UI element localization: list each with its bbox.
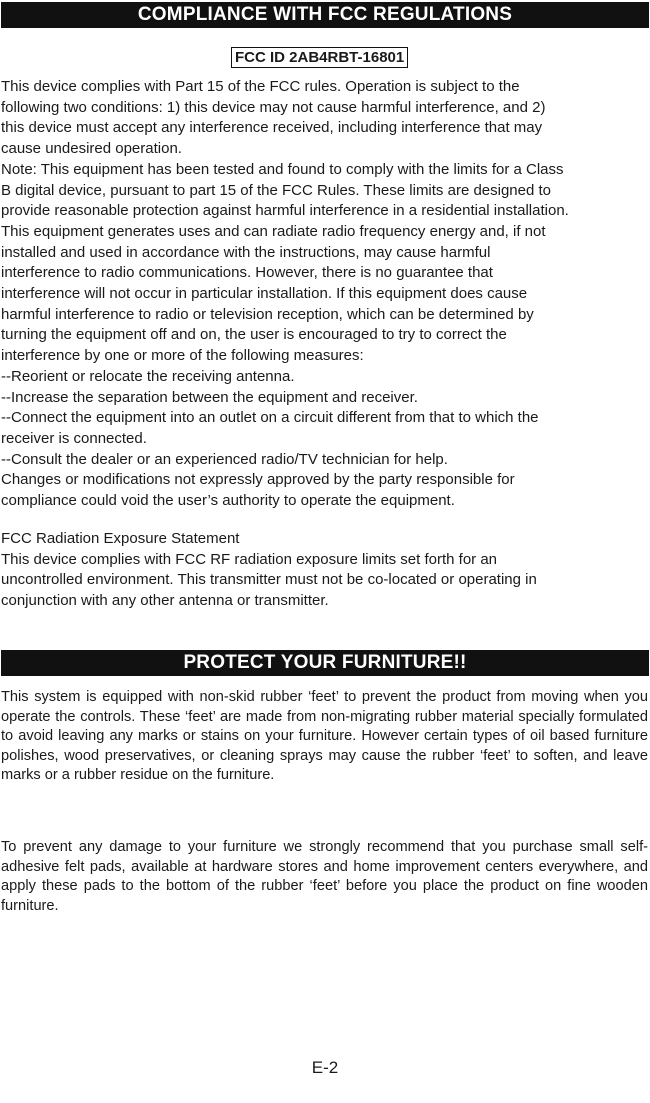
text-line: provide reasonable protection against harmful interference in a residential installation. xyxy=(1,202,569,220)
measure-item: --Connect the equipment into an outlet on a circuit different from that to which the xyxy=(1,409,539,427)
text-line: conjunction with any other antenna or transmitter. xyxy=(1,592,329,610)
text-line: turning the equipment off and on, the user is encouraged to try to correct the xyxy=(1,326,507,344)
text-line: harmful interference to radio or television reception, which can be determined by xyxy=(1,305,534,323)
text-line: this device must accept any interference received, including interference that may xyxy=(1,119,543,137)
text-line: interference by one or more of the following measures: xyxy=(1,347,364,365)
fcc-section-title: COMPLIANCE WITH FCC REGULATIONS xyxy=(1,2,649,28)
text-line: This device complies with FCC RF radiation exposure limits set forth for an xyxy=(1,550,498,568)
text-line: This device complies with Part 15 of the FCC rules. Operation is subject to the xyxy=(1,78,520,95)
fcc-compliance-text xyxy=(1,77,641,512)
text-line: uncontrolled environment. This transmitter must not be co-located or operating in xyxy=(1,571,537,589)
text-line: receiver is connected. xyxy=(1,429,147,447)
fcc-id-label: FCC ID 2AB4RBT-16801 xyxy=(231,47,408,68)
paragraph-text: This system is equipped with non-skid rubber ‘feet’ to prevent the product from moving when you operate the controls. These ‘feet’ are made from non-migrating rubber material specially formulated to avoid leaving any marks or stains on your furniture. However certain types of oil based furniture polishes, wood preservatives, or cleaning sprays may cause the rubber ‘feet’ to soften, and leave marks or a rubber residue on the furniture. xyxy=(1,689,648,784)
text-line: B digital device, pursuant to part 15 of the FCC Rules. These limits are designed to xyxy=(1,181,552,199)
text-line: compliance could void the user’s authority to operate the equipment. xyxy=(1,492,455,510)
measure-item: --Increase the separation between the equipment and receiver. xyxy=(1,388,418,406)
text-line: interference will not occur in particular installation. If this equipment does cause xyxy=(1,285,528,303)
measure-item: --Reorient or relocate the receiving antenna. xyxy=(1,367,295,385)
text-line: interference to radio communications. However, there is no guarantee that xyxy=(1,264,493,282)
text-line: installed and used in accordance with the instructions, may cause harmful xyxy=(1,243,491,261)
text-line: Changes or modifications not expressly approved by the party responsible for xyxy=(1,471,515,489)
page-number: E-2 xyxy=(311,1058,339,1077)
paragraph-text: To prevent any damage to your furniture we strongly recommend that you purchase small self-adhesive felt pads, available at hardware stores and home improvement centers everywhere, and apply these pads to the bottom of the rubber ‘feet’ before you place the product on fine wooden furniture. xyxy=(1,839,648,914)
rf-exposure-statement xyxy=(1,529,641,612)
text-line: Note: This equipment has been tested and found to comply with the limits for a Class xyxy=(1,160,564,178)
measure-item: --Consult the dealer or an experienced radio/TV technician for help. xyxy=(1,450,448,468)
furniture-paragraph-2 xyxy=(1,838,648,916)
furniture-paragraph-1 xyxy=(1,688,648,786)
rf-heading: FCC Radiation Exposure Statement xyxy=(1,530,240,547)
furniture-section-title: PROTECT YOUR FURNITURE!! xyxy=(1,650,649,676)
text-line: following two conditions: 1) this device may not cause harmful interference, and 2) xyxy=(1,98,546,116)
text-line: This equipment generates uses and can radiate radio frequency energy and, if not xyxy=(1,222,546,240)
text-line: cause undesired operation. xyxy=(1,140,182,158)
